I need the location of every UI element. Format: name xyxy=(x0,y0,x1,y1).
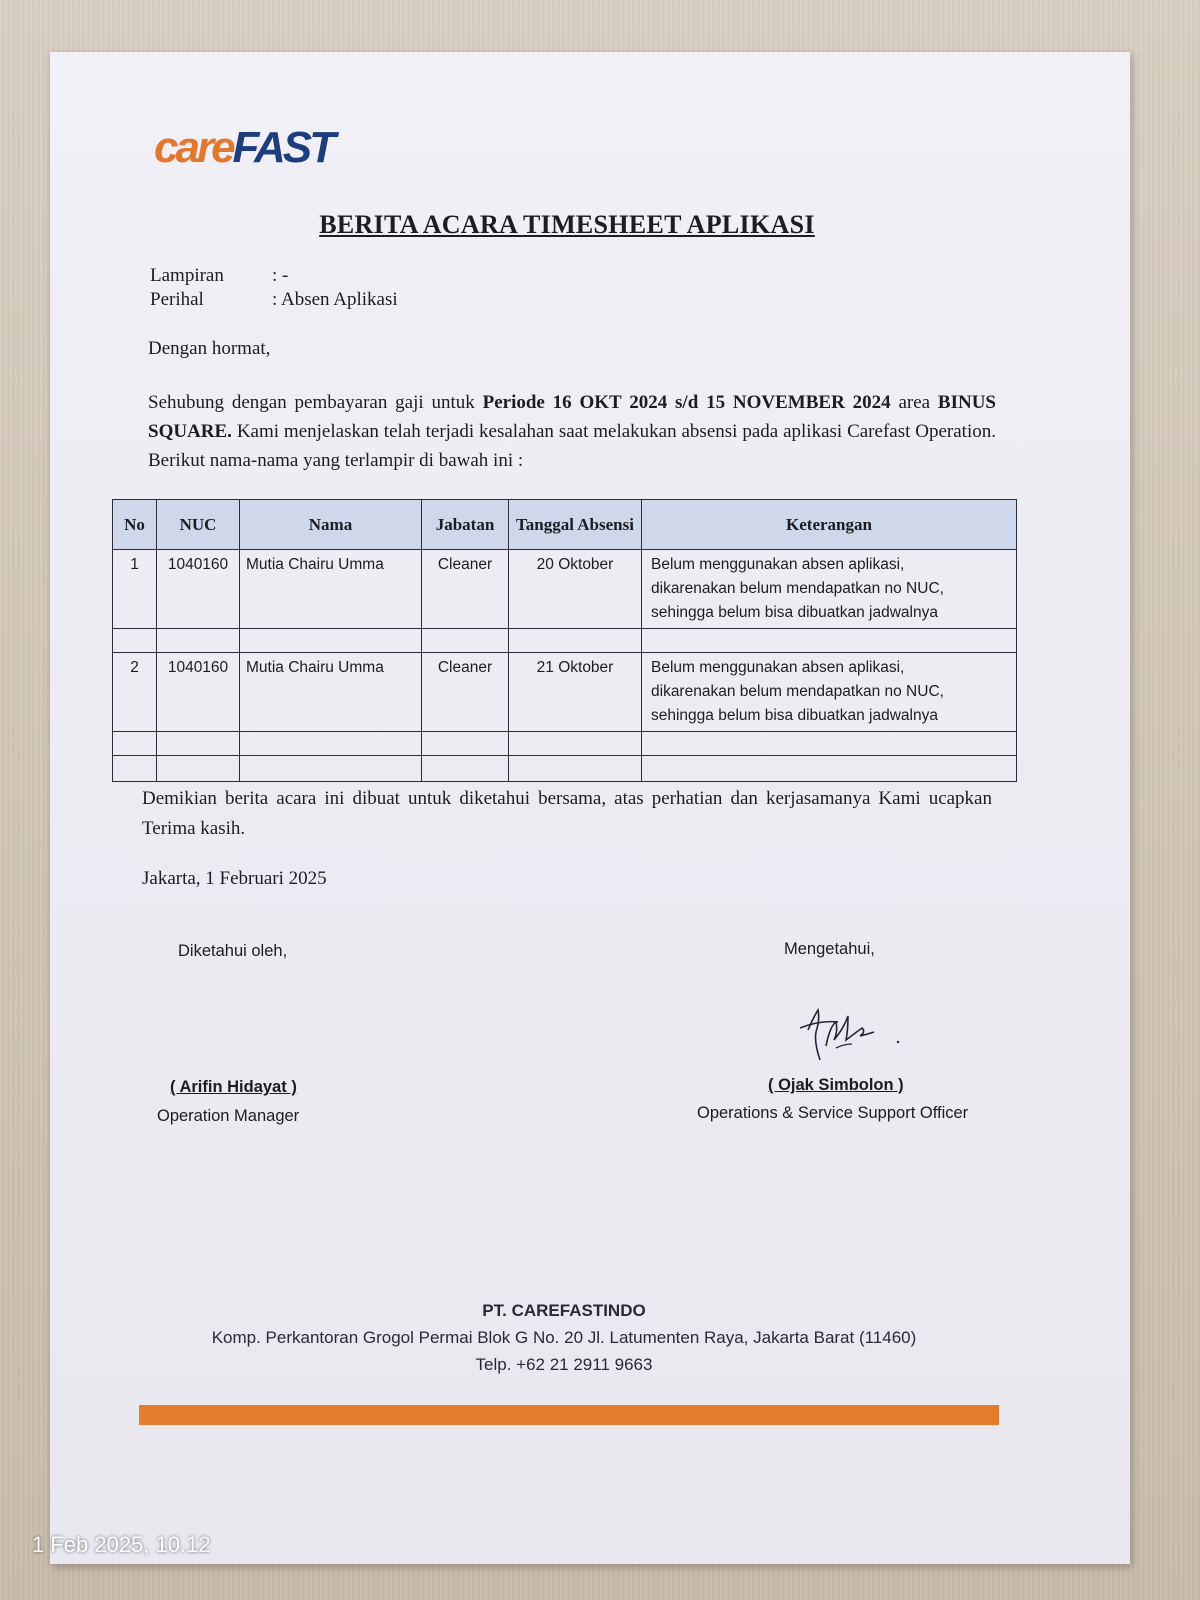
cell-nama: Mutia Chairu Umma xyxy=(240,550,422,629)
table-row-empty xyxy=(113,756,1017,782)
intro-text-3: Kami menjelaskan telah terjadi kesalahan saat melakukan absensi pada aplikasi Carefast Operation. Berikut nama-nama yang terlampir di bawah ini : xyxy=(148,421,996,471)
document-page xyxy=(50,52,1130,1564)
col-header-nama: Nama xyxy=(240,500,422,550)
table-row xyxy=(113,550,1017,629)
left-signatory-name: ( Arifin Hidayat ) xyxy=(170,1078,297,1096)
lampiran-value: : - xyxy=(272,265,289,286)
keterangan-line: Belum menggunakan absen aplikasi, xyxy=(651,659,905,676)
footer-orange-bar xyxy=(139,1405,999,1425)
cell-no: 2 xyxy=(113,653,157,732)
footer-address: Komp. Perkantoran Grogol Permai Blok G No. 20 Jl. Latumenten Raya, Jakarta Barat (11460) xyxy=(211,1328,917,1347)
perihal-value: : Absen Aplikasi xyxy=(272,289,398,310)
handwritten-signature xyxy=(780,970,910,1070)
cell-jabatan: Cleaner xyxy=(422,550,509,629)
cell-no: 1 xyxy=(113,550,157,629)
footer-phone: Telp. +62 21 2911 9663 xyxy=(475,1355,653,1374)
col-header-no: No xyxy=(113,500,157,550)
footer xyxy=(50,1297,1078,1378)
keterangan-line: Belum menggunakan absen aplikasi, xyxy=(651,556,905,573)
letter-meta xyxy=(150,264,398,312)
table-row-empty xyxy=(113,629,1017,653)
col-header-nuc: NUC xyxy=(157,500,240,550)
keterangan-line: dikarenakan belum mendapatkan no NUC, xyxy=(651,580,944,597)
lampiran-label: Lampiran xyxy=(150,265,224,286)
cell-tanggal: 21 Oktober xyxy=(509,653,642,732)
cell-jabatan: Cleaner xyxy=(422,653,509,732)
carefast-logo xyxy=(154,123,334,186)
keterangan-line: sehingga belum bisa dibuatkan jadwalnya xyxy=(651,604,938,621)
document-title: BERITA ACARA TIMESHEET APLIKASI xyxy=(319,210,815,239)
closing-paragraph: Demikian berita acara ini dibuat untuk diketahui bersama, atas perhatian dan kerjasamanya Kami ucapkan Terima kasih. xyxy=(142,788,992,839)
footer-company: PT. CAREFASTINDO xyxy=(482,1301,646,1320)
intro-paragraph xyxy=(148,388,996,475)
logo-care-text: care xyxy=(154,123,233,172)
col-header-keterangan: Keterangan xyxy=(642,500,1017,550)
cell-nama: Mutia Chairu Umma xyxy=(240,653,422,732)
col-header-jabatan: Jabatan xyxy=(422,500,509,550)
col-header-tanggal: Tanggal Absensi xyxy=(509,500,642,550)
intro-text-2: area xyxy=(890,392,938,413)
cell-nuc: 1040160 xyxy=(157,550,240,629)
right-signatory-name: ( Ojak Simbolon ) xyxy=(768,1076,904,1094)
perihal-label: Perihal xyxy=(150,289,204,310)
right-signatory-title: Operations & Service Support Officer xyxy=(697,1104,969,1122)
timesheet-table xyxy=(112,499,1017,782)
cell-nuc: 1040160 xyxy=(157,653,240,732)
table-header-row xyxy=(113,500,1017,550)
keterangan-line: dikarenakan belum mendapatkan no NUC, xyxy=(651,683,944,700)
left-signature-heading: Diketahui oleh, xyxy=(178,942,288,960)
intro-period: Periode 16 OKT 2024 s/d 15 NOVEMBER 2024 xyxy=(482,392,891,413)
intro-text-1: Sehubung dengan pembayaran gaji untuk xyxy=(148,392,483,413)
keterangan-line: sehingga belum bisa dibuatkan jadwalnya xyxy=(651,707,938,724)
cell-keterangan xyxy=(642,653,1017,732)
right-signature-heading: Mengetahui, xyxy=(784,940,875,958)
table-row-empty xyxy=(113,732,1017,756)
table-row xyxy=(113,653,1017,732)
photo-timestamp: 1 Feb 2025, 10.12 xyxy=(32,1532,211,1557)
place-date: Jakarta, 1 Februari 2025 xyxy=(142,868,327,889)
greeting: Dengan hormat, xyxy=(148,338,271,359)
left-signatory-title: Operation Manager xyxy=(157,1107,300,1125)
intro-area: BINUS SQUARE. xyxy=(148,392,996,442)
cell-keterangan xyxy=(642,550,1017,629)
cell-tanggal: 20 Oktober xyxy=(509,550,642,629)
logo-fast-text: FAST xyxy=(232,123,333,172)
